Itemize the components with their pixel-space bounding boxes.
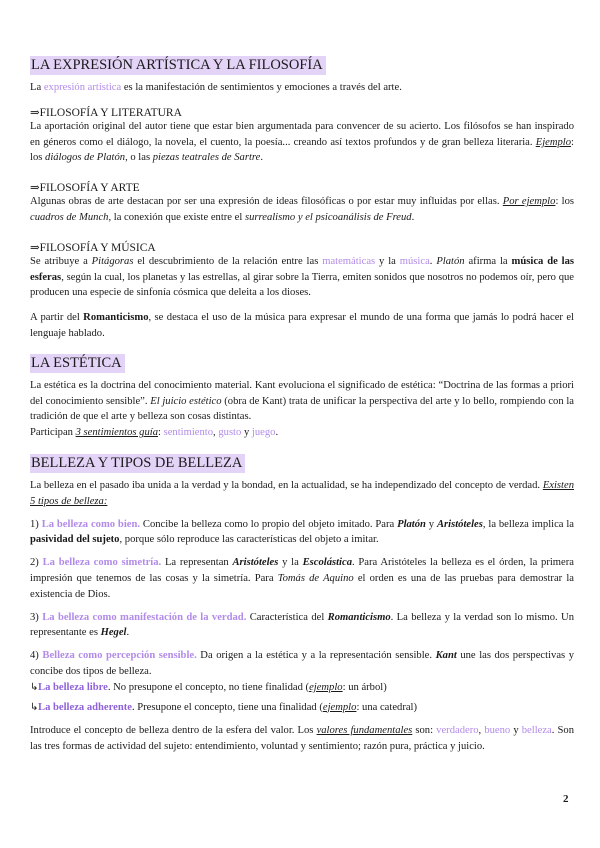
text: Da origen a la estética y a la representación sensible. (196, 650, 436, 662)
sub-arrow-icon: ↳ (30, 681, 39, 693)
belleza-type-3 (30, 610, 574, 642)
text: La estética es la doctrina del conocimiento material. Kant evoluciona el significado de estética: “Doctrina de las formas a priori del conocimiento sensible”. (30, 379, 574, 407)
section-2-heading-wrap (30, 354, 574, 374)
bold-italic-term: Kant (435, 650, 457, 662)
belleza-type-4 (30, 648, 574, 680)
example-label: Por ejemplo (502, 196, 556, 208)
text: : (158, 427, 164, 439)
text: , porque sólo reproduce las características del objeto a imitar. (119, 534, 379, 546)
italic-term: diálogos de Platón (45, 152, 126, 164)
estetica-paragraph (30, 378, 574, 441)
belleza-libre-item (30, 680, 574, 696)
italic-term: piezas teatrales de Sartre (152, 152, 261, 164)
highlight-term: sentimiento (163, 427, 214, 439)
italic-term: Pitágoras (91, 255, 134, 267)
list-number: 3) (30, 611, 43, 623)
sub-arrow-icon: ↳ (30, 701, 39, 713)
text: A partir del (30, 312, 84, 324)
underlined-term: valores fundamentales (316, 725, 413, 737)
section-3-heading-wrap (30, 454, 574, 474)
bold-italic-term: Escolástica (302, 557, 352, 569)
italic-term: Tomás de Aquino (277, 572, 354, 584)
text: Introduce el concepto de belleza dentro de la esfera del valor. Los (30, 725, 317, 737)
text: . (260, 152, 263, 164)
list-number: 4) (30, 650, 43, 662)
example-label: ejemplo (322, 701, 357, 713)
example-label: ejemplo (309, 681, 343, 693)
text: . (126, 627, 130, 639)
text: La aportación original del autor tiene que estar bien argumentada para convencer de su acierto. Los filósofos se han inspirado en géneros como el diálogo, la novela, el cuento, la poesía... creando así textos profundos y de gran belleza literaria. (30, 120, 574, 148)
musica-paragraph (30, 254, 574, 301)
arte-paragraph (30, 194, 574, 226)
literatura-heading: ⇒FILOSOFÍA Y LITERATURA (30, 106, 182, 119)
text: La belleza en el pasado iba unida a la verdad y la bondad, en la actualidad, se ha independizado del concepto de verdad. (30, 479, 543, 491)
text: , se destaca el uso de la música para expresar el mundo de una forma que jamás lo podrá hacer el lenguaje hablado. (30, 312, 574, 339)
highlight-term: expresión artística (43, 82, 122, 93)
list-number: 2) (30, 557, 43, 569)
italic-term: surrealismo y el psicoanálisis de Freud (244, 211, 412, 223)
type-title: La belleza como simetría. (42, 557, 162, 569)
bold-term: música de las esferas (30, 255, 575, 283)
valores-paragraph (30, 723, 574, 755)
musica-heading: ⇒FILOSOFÍA Y MÚSICA (30, 241, 156, 254)
belleza-adherente-item (30, 700, 574, 716)
text: (obra de Kant) trata de unificar la perspectiva del arte y lo bello, rompiendo con la tradición de que el arte y belleza son cosas distintas. (30, 395, 574, 423)
highlight-term: verdadero (436, 725, 479, 737)
text: Algunas obras de arte destacan por ser una expresión de ideas filosóficas o por estar muy influidas por ellas. (30, 196, 503, 208)
highlight-term: música (399, 255, 430, 267)
text: . (411, 211, 415, 223)
underlined-term: Existen 5 tipos de belleza: (30, 479, 574, 507)
arte-heading: ⇒FILOSOFÍA Y ARTE (30, 182, 140, 195)
text: y la (375, 255, 400, 267)
text: , (213, 427, 219, 439)
text: . (429, 255, 437, 267)
subtype-title: La belleza adherente (38, 701, 132, 713)
text: Participan (30, 427, 76, 439)
italic-term: cuadros de Munch (30, 211, 109, 223)
text: La representan (161, 557, 233, 569)
section-2-title: LA ESTÉTICA (30, 354, 125, 373)
belleza-type-2 (30, 555, 574, 602)
literatura-paragraph (30, 119, 574, 166)
text: . La belleza y la verdad son lo mismo. Un representante es (30, 611, 574, 639)
underlined-term: 3 sentimientos guía (75, 427, 159, 439)
text: , o las (125, 152, 153, 164)
highlight-term: belleza (521, 725, 552, 737)
text: . Para Aristóteles la belleza es el órden, la primera impresión que tenemos de las cosas y la simetría. Para (30, 557, 574, 584)
text: y (510, 725, 522, 737)
type-title: La belleza como manifestación de la verdad. (42, 611, 247, 623)
text: y (241, 427, 252, 439)
text: : los (555, 196, 574, 208)
text: La (30, 82, 44, 93)
text: , según la cual, los planetas y las estrellas, al girar sobre la Tierra, emiten sonidos que nosotros no podemos oír, pero que producen una especie de sinfonía cósmica que deleita a los dioses. (30, 271, 574, 299)
romanticismo-paragraph (30, 310, 574, 342)
document-page (30, 56, 574, 755)
highlight-term: juego (251, 427, 276, 439)
text: . (275, 427, 279, 439)
bold-term: Romanticismo (83, 312, 149, 324)
text: es la manifestación de sentimientos y emociones a través del arte. (121, 82, 402, 93)
belleza-intro (30, 478, 574, 510)
text: Característica del (246, 611, 328, 623)
text: son: (412, 725, 437, 737)
section-1-heading-wrap (30, 56, 574, 76)
text: afirma la (464, 255, 512, 267)
text: , la belleza implica la (482, 518, 575, 530)
highlight-term: gusto (218, 427, 242, 439)
text: : un árbol) (342, 681, 387, 693)
text: . Presupone el concepto, tiene una finalidad ( (131, 701, 323, 713)
text: , la conexión que existe entre el (108, 211, 245, 223)
text: : los (30, 136, 574, 164)
text: , (478, 725, 485, 737)
italic-term: Platón (436, 255, 465, 267)
type-title: Belleza como percepción sensible. (42, 650, 197, 662)
example-label: Ejemplo (535, 136, 572, 148)
text: une las dos perspectivas y concibe dos tipos de belleza. (30, 650, 574, 677)
section-3-title: BELLEZA Y TIPOS DE BELLEZA (30, 454, 245, 473)
page-number: 2 (563, 793, 569, 805)
text: Concibe la belleza como lo propio del objeto imitado. Para (140, 518, 398, 530)
text: el orden es una de las pruebas para demostrar la existencia de Dios. (30, 572, 574, 600)
bold-italic-term: Platón (397, 518, 426, 530)
bold-italic-term: Hegel (100, 627, 127, 639)
bold-italic-term: Aristóteles (232, 557, 279, 569)
bold-term: pasividad del sujeto (30, 534, 120, 546)
bold-italic-term: Aristóteles (436, 518, 483, 530)
italic-term: El juicio estético (150, 395, 222, 407)
text: : una catedral) (356, 701, 418, 713)
highlight-term: bueno (484, 725, 511, 737)
type-title: La belleza como bien. (41, 518, 141, 530)
subtype-title: La belleza libre (38, 681, 108, 693)
text: y (425, 518, 437, 530)
text: el descubrimiento de la relación entre las (133, 255, 323, 267)
section-1-title: LA EXPRESIÓN ARTÍSTICA Y LA FILOSOFÍA (30, 56, 326, 75)
text: . Son las tres formas de actividad del sujeto: entendimiento, voluntad y sentimiento; razón pura, práctica y juicio. (30, 725, 575, 753)
list-number: 1) (30, 518, 42, 530)
text: . No presupone el concepto, no tiene finalidad ( (107, 681, 310, 693)
text: y la (278, 557, 303, 569)
bold-italic-term: Romanticismo (327, 611, 391, 623)
section-1-intro (30, 80, 574, 96)
belleza-type-1 (30, 517, 574, 549)
highlight-term: matemáticas (322, 255, 376, 267)
text: Se atribuye a (30, 255, 92, 267)
